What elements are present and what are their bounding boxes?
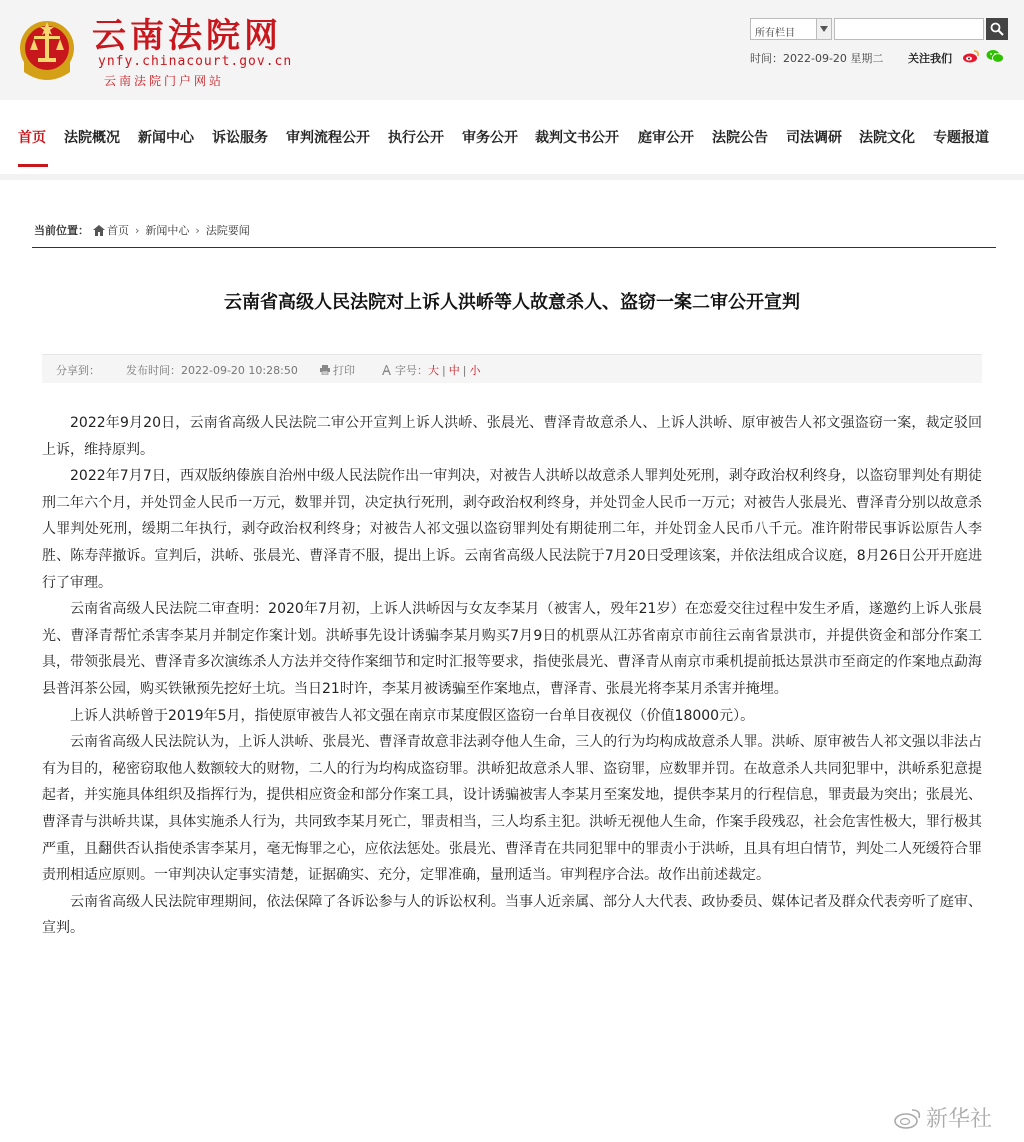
article-body xyxy=(42,410,982,942)
search-category-value: 所有栏目 xyxy=(755,28,795,39)
site-header xyxy=(0,0,1024,100)
nav-item-home[interactable]: 首页 xyxy=(18,130,46,146)
site-subtitle: 云南法院门户网站 xyxy=(104,74,225,88)
article-paragraph: 2022年9月20日，云南省高级人民法院二审公开宣判上诉人洪峤、张晨光、曹泽青故意杀人、上诉人洪峤、原审被告人祁文强盗窃一案，裁定驳回上诉，维持原判。 xyxy=(42,415,982,458)
share-label: 分享到： xyxy=(56,364,100,377)
nav-item-trial-process[interactable]: 审判流程公开 xyxy=(286,130,370,146)
article-title: 云南省高级人民法院对上诉人洪峤等人故意杀人、盗窃一案二审公开宣判 xyxy=(224,292,800,313)
search-icon xyxy=(990,22,1004,36)
xinhua-watermark xyxy=(894,1102,992,1133)
font-size-divider: | xyxy=(462,364,467,377)
font-size-large[interactable]: 大 xyxy=(428,364,439,377)
follow-us-label: 关注我们 xyxy=(908,52,952,65)
font-size-label: 字号： xyxy=(395,364,428,377)
article-meta-bar xyxy=(42,354,982,383)
nav-divider xyxy=(0,174,1024,180)
watermark-text: 新华社 xyxy=(926,1107,993,1132)
font-size-control xyxy=(382,362,480,378)
breadcrumb xyxy=(34,222,250,238)
chevron-right-icon: › xyxy=(195,223,200,237)
nav-item-news-center[interactable]: 新闻中心 xyxy=(138,130,194,146)
site-url: ynfy.chinacourt.gov.cn xyxy=(98,54,293,69)
breadcrumb-court-news[interactable]: 法院要闻 xyxy=(205,224,250,237)
nav-item-litigation-service[interactable]: 诉讼服务 xyxy=(212,130,268,146)
nav-item-judgments[interactable]: 裁判文书公开 xyxy=(535,130,619,146)
article-paragraph: 云南省高级人民法院认为，上诉人洪峤、张晨光、曹泽青故意非法剥夺他人生命，三人的行为均构成故意杀人罪。洪峤、原审被告人祁文强以非法占有为目的，秘密窃取他人数额较大的财物，二人的行为均构成盗窃罪。洪峤犯故意杀人罪、盗窃罪，应数罪并罚。在故意杀人共同犯罪中，洪峤系犯意提起者，并实施具体组织及指挥行为，提供相应资金和部分作案工具，设计诱骗被害人李某月至案发地，提供李某月的行程信息，罪责最为突出；张晨光、曹泽青与洪峤共谋，具体实施杀人行为，共同致李某月死亡，罪责相当，三人均系主犯。洪峤无视他人生命，作案手段残忍，社会危害性极大，罪行极其严重，且翻供否认指使杀害李某月，毫无悔罪之心，应依法惩处。张晨光、曹泽青在共同犯罪中的罪责小于洪峤，且具有坦白情节，判处二人死缓符合罪责刑相适应原则。一审判决认定事实清楚，证据确实、充分，定罪准确，量刑适当。审判程序合法。故作出前述裁定。 xyxy=(42,734,982,884)
font-size-icon xyxy=(382,365,392,375)
font-size-divider: | xyxy=(442,364,446,377)
search-input[interactable] xyxy=(834,18,984,40)
nav-item-research[interactable]: 司法调研 xyxy=(786,130,842,146)
nav-item-execution[interactable]: 执行公开 xyxy=(388,130,444,146)
print-icon xyxy=(320,365,330,375)
article-paragraph: 上诉人洪峤曾于2019年5月，指使原审被告人祁文强在南京市某度假区盗窃一台单目夜视仪（价值18000元）。 xyxy=(70,707,755,724)
main-nav xyxy=(0,112,1024,170)
breadcrumb-home[interactable]: 首页 xyxy=(107,224,129,237)
nav-item-culture[interactable]: 法院文化 xyxy=(859,130,915,146)
nav-item-special-reports[interactable]: 专题报道 xyxy=(933,130,989,146)
nav-active-indicator xyxy=(18,164,48,167)
breadcrumb-divider xyxy=(32,247,996,248)
article-paragraph: 云南省高级人民法院审理期间，依法保障了各诉讼参与人的诉讼权利。当事人近亲属、部分人大代表、政协委员、媒体记者及群众代表旁听了庭审、宣判。 xyxy=(42,893,982,937)
weibo-icon[interactable] xyxy=(962,49,980,63)
breadcrumb-news-center[interactable]: 新闻中心 xyxy=(145,224,190,237)
article-paragraph: 2022年7月7日，西双版纳傣族自治州中级人民法院作出一审判决，对被告人洪峤以故意杀人罪判处死刑，剥夺政治权利终身，以盗窃罪判处有期徒刑二年六个月，并处罚金人民币一万元，数罪并罚，决定执行死刑，剥夺政治权利终身，并处罚金人民币一万元；对被告人张晨光、曹泽青分别以故意杀人罪判处死刑，缓期二年执行，剥夺政治权利终身；对被告人祁文强以盗窃罪判处有期徒刑二年，并处罚金人民币八千元。准许附带民事诉讼原告人李胜、陈寿萍撤诉。宣判后，洪峤、张晨光、曹泽青不服，提出上诉。云南省高级人民法院于7月20日受理该案，并依法组成合议庭，8月26日公开开庭进行了审理。 xyxy=(42,468,982,591)
breadcrumb-label: 当前位置： xyxy=(34,224,89,237)
search-button[interactable] xyxy=(986,18,1008,40)
print-button[interactable] xyxy=(320,362,355,378)
nav-item-court-affairs[interactable]: 审务公开 xyxy=(462,130,518,146)
weibo-watermark-icon xyxy=(894,1107,922,1129)
nav-item-court-hearings[interactable]: 庭审公开 xyxy=(638,130,694,146)
chevron-down-icon[interactable] xyxy=(816,19,831,39)
search-category-select[interactable] xyxy=(750,18,832,40)
current-date: 时间：2022-09-20 星期二 xyxy=(750,52,884,65)
font-size-medium[interactable]: 中 xyxy=(448,364,460,377)
nav-item-court-overview[interactable]: 法院概况 xyxy=(64,130,120,146)
publish-time: 发布时间：2022-09-20 10:28:50 xyxy=(126,364,298,377)
home-icon xyxy=(93,225,105,236)
court-emblem-icon[interactable] xyxy=(18,18,76,82)
nav-item-announcements[interactable]: 法院公告 xyxy=(712,130,768,146)
wechat-icon[interactable] xyxy=(986,49,1004,63)
chevron-right-icon: › xyxy=(135,223,140,237)
article-paragraph: 云南省高级人民法院二审查明：2020年7月初，上诉人洪峤因与女友李某月（被害人，殁年21岁）在恋爱交往过程中发生矛盾，遂邀约上诉人张晨光、曹泽青帮忙杀害李某月并制定作案计划。洪峤事先设计诱骗李某月购买7月9日的机票从江苏省南京市前往云南省景洪市，并提供资金和部分作案工具，带领张晨光、曹泽青多次演练杀人方法并交待作案细节和定时汇报等要求，指使张晨光、曹泽青从南京市乘机提前抵达景洪市至商定的作案地点勐海县普洱茶公园，购买铁锹预先挖好土坑。当日21时许，李某月被诱骗至作案地点，曹泽青、张晨光将李某月杀害并掩埋。 xyxy=(42,601,982,697)
print-label: 打印 xyxy=(333,364,355,377)
site-name[interactable]: 云南法院网 xyxy=(92,16,282,56)
font-size-small[interactable]: 小 xyxy=(469,364,481,377)
